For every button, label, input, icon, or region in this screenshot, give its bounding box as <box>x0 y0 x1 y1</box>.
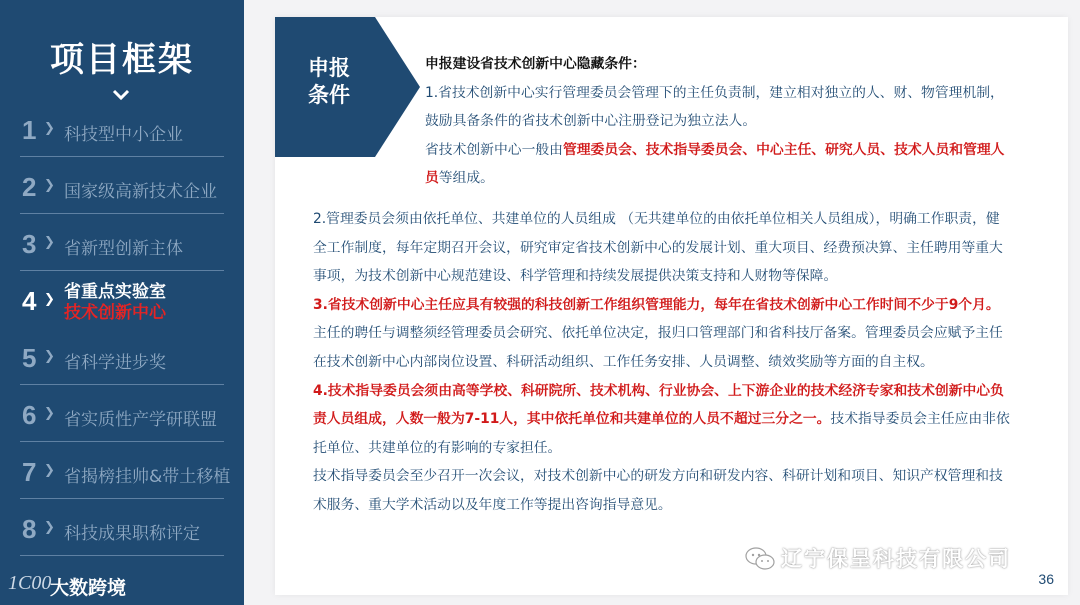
chevron-down-icon <box>112 86 130 104</box>
text: 主任的聘任与调整须经管理委员会研究、依托单位决定，报归口管理部门和省科技厅备案。管理委员会应赋予主任在技术创新中心内部岗位设置、科研活动组织、工作任务安排、人员调整、绩效奖励等方面的自主权。 <box>313 325 1003 370</box>
wechat-icon <box>745 546 775 572</box>
paragraph-5: 技术指导委员会至少召开一次会议，对技术创新中心的研发方向和研发内容、科研计划和项目、知识产权管理和技术服务、重大学术活动以及年度工作等提出咨询指导意见。 <box>313 468 1003 513</box>
section-tag-label: 申报条件 <box>308 56 350 107</box>
chevron-right-icon: ❯ <box>44 520 55 535</box>
paragraph-1b <box>425 136 1005 193</box>
brand-logo <box>8 572 238 600</box>
sidebar-item-label: 科技成果职称评定 <box>64 524 200 544</box>
body-block <box>313 205 1013 520</box>
highlight-text: 3.省技术创新中心主任应具有较强的科技创新工作组织管理能力，每年在省技术创新中心工作时间不少于9个月。 <box>313 296 1000 313</box>
sidebar-item-1[interactable] <box>20 103 224 157</box>
sidebar <box>0 0 244 605</box>
sidebar-item-label: 省科学进步奖 <box>64 353 166 373</box>
sidebar-item-5[interactable] <box>20 331 224 385</box>
item-number: 1 <box>22 115 37 145</box>
chevron-right-icon: ❯ <box>44 292 55 307</box>
chevron-right-icon: ❯ <box>44 349 55 364</box>
sidebar-item-2[interactable] <box>20 160 224 214</box>
sidebar-item-6[interactable] <box>20 388 224 442</box>
item-number: 2 <box>22 172 37 202</box>
sidebar-item-subtitle: 技术创新中心 <box>64 303 166 323</box>
paragraph-2: 2.管理委员会须由依托单位、共建单位的人员组成 （无共建单位的由依托单位相关人员组成），明确工作职责，健全工作制度，每年定期召开会议，研究审定省技术创新中心的发展计划、重大项目、经费预决算、主任聘用等重大事项，为技术创新中心规范建设、科学管理和持续发展提供决策支持和人财物等保障。 <box>313 211 1003 285</box>
item-number: 8 <box>22 514 37 544</box>
paragraph-1: 1.省技术创新中心实行管理委员会管理下的主任负责制，建立相对独立的人、财、物管理机制，鼓励具备条件的省技术创新中心注册登记为独立法人。 <box>425 84 1004 130</box>
sidebar-item-7[interactable] <box>20 445 231 499</box>
brand-mark: 1C00 <box>8 572 52 594</box>
item-number: 7 <box>22 457 37 487</box>
content-card <box>275 17 1068 595</box>
chevron-right-icon: ❯ <box>44 121 55 136</box>
text: 技术指导委员会主任应由非依托单位、共建单位的有影响的专家担任。 <box>313 411 1010 456</box>
sidebar-item-3[interactable] <box>20 217 224 271</box>
item-number: 4 <box>22 286 37 316</box>
item-number: 6 <box>22 400 37 430</box>
sidebar-item-4[interactable] <box>20 274 224 328</box>
chevron-right-icon: ❯ <box>44 178 55 193</box>
intro-block <box>425 50 1005 193</box>
section-heading: 申报建设省技术创新中心隐藏条件： <box>425 56 646 72</box>
chevron-right-icon: ❯ <box>44 235 55 250</box>
page-number: 36 <box>1038 571 1054 587</box>
sidebar-item-title: 省重点实验室 <box>64 282 166 302</box>
chevron-right-icon: ❯ <box>44 463 55 478</box>
brand-name: 大数跨境 <box>50 577 127 599</box>
sidebar-item-label: 省新型创新主体 <box>64 239 183 259</box>
item-number: 3 <box>22 229 37 259</box>
watermark-text: 辽宁保呈科技有限公司 <box>781 547 1011 571</box>
item-number: 5 <box>22 343 37 373</box>
chevron-right-icon: ❯ <box>44 406 55 421</box>
highlight-text: 管理委员会、技术指导委员会、中心主任、研究人员、技术人员和管理人员 <box>425 141 1005 187</box>
watermark <box>745 542 1045 576</box>
sidebar-item-8[interactable] <box>20 502 224 556</box>
sidebar-item-label: 国家级高新技术企业 <box>64 182 217 202</box>
sidebar-title: 项目框架 <box>50 40 194 80</box>
sidebar-item-label: 科技型中小企业 <box>64 125 183 145</box>
text: 省技术创新中心一般由 <box>425 141 563 158</box>
paragraph-4 <box>313 377 1013 463</box>
paragraph-3 <box>313 291 1013 377</box>
highlight-text: 4.技术指导委员会须由高等学校、科研院所、技术机构、行业协会、上下游企业的技术经济专家和技术创新中心负责人员组成，人数一般为7-11人，其中依托单位和共建单位的人员不超过三分之一。 <box>313 382 1004 428</box>
sidebar-item-label: 省实质性产学研联盟 <box>64 410 217 430</box>
sidebar-item-label: 省揭榜挂帅&带土移植 <box>64 467 231 487</box>
text: 等组成。 <box>438 170 494 187</box>
sidebar-item-label <box>64 282 166 324</box>
